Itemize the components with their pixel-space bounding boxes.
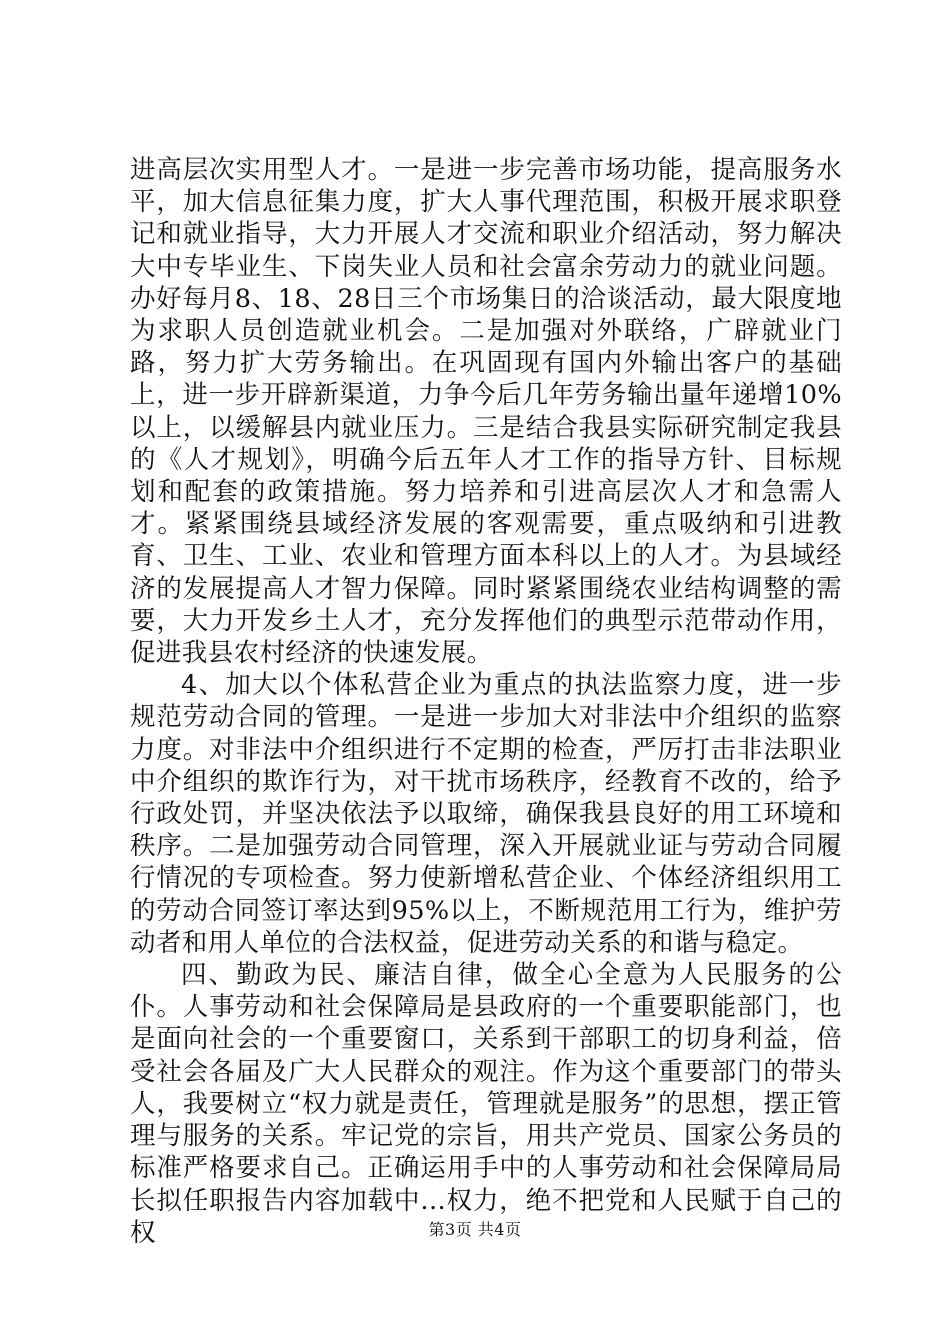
paragraph-item-4: 4、加大以个体私营企业为重点的执法监察力度，进一步规范劳动合同的管理。一是进一步加大对非法中介组织的监察力度。对非法中介组织进行不定期的检查，严厉打击非法职业中介组织的欺诈行为，对干扰市场秩序，经教育不改的，给予行政处罚，并坚决依法予以取缔，确保我县良好的用工环境和秩序。二是加强劳动合同管理，深入开展就业证与劳动合同履行情况的专项检查。努力使新增私营企业、个体经济组织用工的劳动合同签订率达到95%以上，不断规范用工行为，维护劳动者和用人单位的合法权益，促进劳动关系的和谐与稳定。	[130, 670, 842, 958]
paragraph-continuation: 进高层次实用型人才。一是进一步完善市场功能，提高服务水平，加大信息征集力度，扩大人事代理范围，积极开展求职登记和就业指导，大力开展人才交流和职业介绍活动，努力解决大中专毕业生、下岗失业人员和社会富余劳动力的就业问题。办好每月8、18、28日三个市场集日的洽谈活动，最大限度地为求职人员创造就业机会。二是加强对外联络，广辟就业门路，努力扩大劳务输出。在巩固现有国内外输出客户的基础上，进一步开辟新渠道，力争今后几年劳务输出量年递增10%以上，以缓解县内就业压力。三是结合我县实际研究制定我县的《人才规划》，明确今后五年人才工作的指导方针、目标规划和配套的政策措施。努力培养和引进高层次人才和急需人才。紧紧围绕县域经济发展的客观需要，重点吸纳和引进教育、卫生、工业、农业和管理方面本科以上的人才。为县域经济的发展提高人才智力保障。同时紧紧围绕农业结构调整的需要，大力开发乡土人才，充分发挥他们的典型示范带动作用，促进我县农村经济的快速发展。	[130, 155, 842, 669]
paragraph-section-four: 四、勤政为民、廉洁自律，做全心全意为人民服务的公仆。人事劳动和社会保障局是县政府的一个重要职能部门，也是面向社会的一个重要窗口，关系到干部职工的切身利益，倍受社会各届及广大人民群众的观注。作为这个重要部门的带头人，我要树立“权力就是责任，管理就是服务”的思想，摆正管理与服务的关系。牢记党的宗旨，用共产党员、国家公务员的标准严格要求自己。正确运用手中的人事劳动和社会保障局局长拟任职报告内容加载中...权力，绝不把党和人民赋于自己的权	[130, 960, 842, 1248]
page-footer: 第3页 共4页	[428, 1220, 522, 1239]
document-body	[130, 154, 842, 1249]
